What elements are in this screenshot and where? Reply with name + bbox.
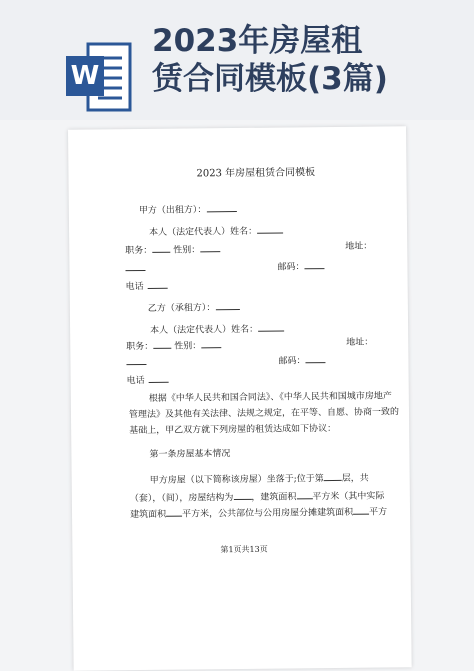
page-title (152, 22, 452, 98)
address-label-1: 地址： (345, 241, 373, 252)
occupation-label: 职务： (126, 341, 154, 353)
blank (126, 355, 146, 369)
postcode-label: 邮码： (278, 356, 306, 367)
occupation-label: 职务： (125, 245, 153, 257)
paragraph-1-line-2: 管理法》及其他有关法律、法规之规定，在平等、自愿、协商一致的 (128, 407, 400, 421)
party-a-rep-label: 本人（法定代表人）姓名： (149, 226, 258, 238)
postcode-label: 邮码： (277, 262, 305, 273)
document-page (68, 126, 412, 671)
phone-label: 电话 (126, 375, 145, 387)
text: 平方米（其中实际 (312, 491, 385, 503)
title-line-1: 2023年房屋租 (152, 23, 363, 59)
title-line-2: 赁合同模板(3篇) (152, 61, 388, 97)
party-b-rep-label: 本人（法定代表人）姓名： (150, 324, 259, 336)
postcode-line-1 (277, 259, 324, 273)
document-body (68, 126, 412, 671)
party-a-label: 甲方（出租方）： (138, 205, 207, 217)
text: （套），（间），房屋结构为 (129, 493, 234, 505)
occupation-line-1 (125, 242, 220, 257)
text: 层，共 (341, 473, 369, 484)
svg-text:W: W (70, 61, 100, 91)
phone-label: 电话 (125, 281, 144, 293)
text: 建筑面积 (129, 509, 167, 521)
paragraph-2-line-1 (150, 471, 369, 487)
blank (206, 202, 236, 212)
text: 平方 (369, 507, 388, 518)
party-b-line (148, 300, 240, 315)
paragraph-1-line-3: 基础上，甲乙双方就下列房屋的租赁达成如下协议： (129, 423, 337, 437)
text: 平方米，公共部位与公用房屋分摊建筑面积 (182, 507, 354, 520)
header (0, 0, 474, 120)
paragraph-2-line-2 (130, 488, 385, 505)
occupation-line-2 (126, 338, 221, 353)
phone-line-2 (127, 373, 169, 387)
party-b-label: 乙方（承租方）： (147, 303, 216, 314)
section-heading: 第一条房屋基本情况 (149, 449, 231, 460)
party-b-rep-line (150, 322, 284, 337)
address-label-2: 地址： (346, 337, 374, 348)
party-a-rep-line (149, 224, 283, 239)
paragraph-2-line-3 (130, 504, 387, 521)
gender-label: 性别： (174, 341, 202, 352)
blank (125, 261, 145, 275)
document-title: 2023 年房屋租赁合同模板 (196, 167, 316, 180)
text: ，建筑面积 (251, 492, 297, 503)
word-doc-icon (66, 40, 132, 114)
text: 甲方房屋（以下简称该房屋）坐落于;位于第 (149, 474, 324, 486)
gender-label: 性别： (173, 245, 201, 256)
phone-line-1 (126, 279, 168, 293)
party-a-line (139, 202, 237, 217)
postcode-line-2 (278, 353, 325, 367)
page-number: 第1页共13页 (220, 544, 268, 555)
blank (257, 224, 283, 234)
paragraph-1-line-1: 根据《中华人民共和国合同法》、《中华人民共和国城市房地产 (148, 391, 392, 404)
